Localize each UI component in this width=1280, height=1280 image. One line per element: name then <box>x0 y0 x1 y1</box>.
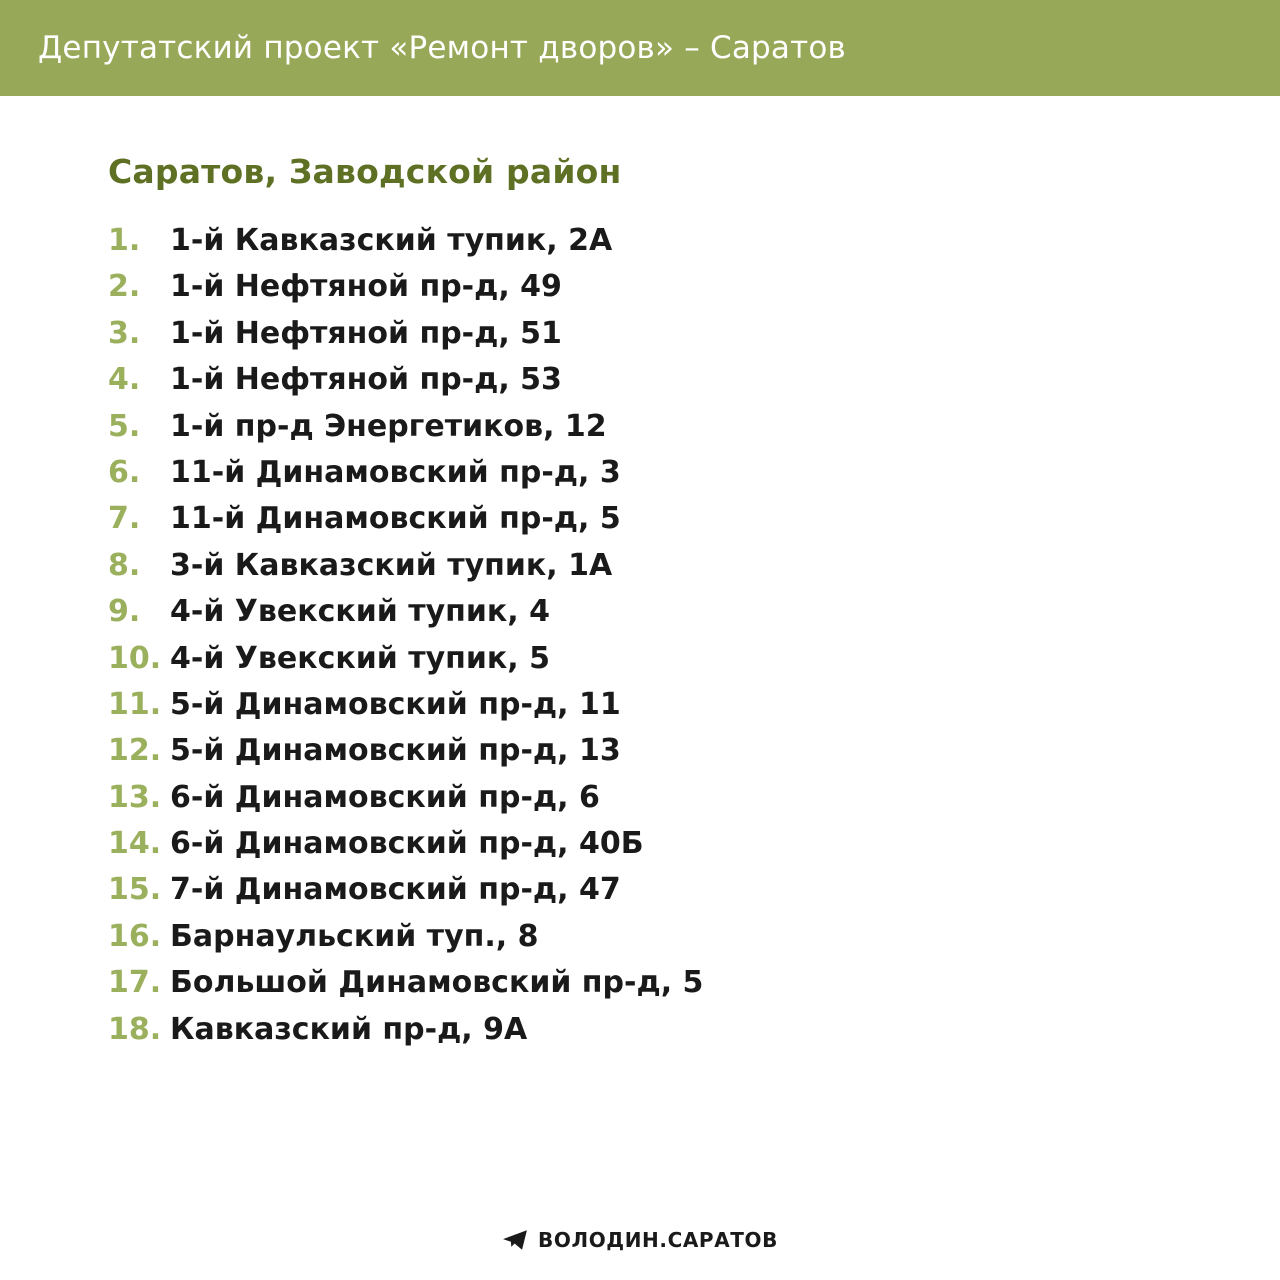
list-item-address: Барнаульский туп., 8 <box>170 918 539 954</box>
list-item-address: 3-й Кавказский тупик, 1А <box>170 547 613 583</box>
list-item-index: 12. <box>108 733 162 769</box>
list-item <box>108 225 1220 257</box>
list-item-index: 6. <box>108 454 141 490</box>
list-item-index: 4. <box>108 362 141 398</box>
list-item <box>108 271 1220 303</box>
list-item-index: 3. <box>108 315 141 351</box>
list-item-address: 5-й Динамовский пр-д, 11 <box>170 686 621 722</box>
list-item-index: 15. <box>108 872 162 908</box>
list-item <box>108 918 1220 954</box>
list-item-index: 5. <box>108 408 141 444</box>
list-item-address: 1-й пр-д Энергетиков, 12 <box>170 408 607 444</box>
list-item-index: 17. <box>108 965 162 1001</box>
content-area <box>0 96 1280 1046</box>
list-item <box>108 640 1220 676</box>
list-item <box>108 408 1220 444</box>
list-item-address: 1-й Нефтяной пр-д, 53 <box>170 362 562 398</box>
list-item-address: 1-й Кавказский тупик, 2А <box>170 223 613 258</box>
section-title: Саратов, Заводской район <box>108 152 622 191</box>
list-item <box>108 547 1220 583</box>
list-item-address: 1-й Нефтяной пр-д, 51 <box>170 315 562 351</box>
telegram-icon <box>502 1229 528 1251</box>
list-item <box>108 315 1220 351</box>
list-item-address: 5-й Динамовский пр-д, 13 <box>170 733 621 769</box>
list-item-index: 11. <box>108 686 162 722</box>
list-item-address: 1-й Нефтяной пр-д, 49 <box>170 269 562 305</box>
list-item-address: 11-й Динамовский пр-д, 5 <box>170 501 621 537</box>
list-item <box>108 735 1220 767</box>
list-item-address: 4-й Увекский тупик, 4 <box>170 594 551 630</box>
list-item-address: 6-й Динамовский пр-д, 40Б <box>170 826 644 862</box>
list-item-address: Кавказский пр-д, 9А <box>170 1011 528 1047</box>
list-item-index: 16. <box>108 918 162 954</box>
footer-label: ВОЛОДИН.САРАТОВ <box>538 1228 778 1252</box>
page-title: Депутатский проект «Ремонт дворов» – Саратов <box>38 29 846 66</box>
list-item-index: 14. <box>108 826 162 862</box>
list-item-address: 7-й Динамовский пр-д, 47 <box>170 872 621 908</box>
list-item-address: 4-й Увекский тупик, 5 <box>170 640 551 676</box>
footer <box>0 1228 1280 1252</box>
list-item <box>108 874 1220 906</box>
list-item <box>108 1011 1220 1047</box>
list-item <box>108 596 1220 628</box>
list-item-index: 2. <box>108 269 141 305</box>
list-item <box>108 967 1220 999</box>
address-list <box>108 225 1220 1046</box>
list-item <box>108 828 1220 860</box>
list-item <box>108 503 1220 535</box>
list-item-index: 18. <box>108 1011 162 1047</box>
list-item-address: Большой Динамовский пр-д, 5 <box>170 965 704 1001</box>
list-item <box>108 779 1220 815</box>
list-item-address: 11-й Динамовский пр-д, 3 <box>170 454 621 490</box>
list-item <box>108 454 1220 490</box>
header-bar <box>0 0 1280 96</box>
list-item-address: 6-й Динамовский пр-д, 6 <box>170 779 600 815</box>
list-item-index: 8. <box>108 547 141 583</box>
list-item-index: 10. <box>108 640 162 676</box>
list-item <box>108 364 1220 396</box>
list-item-index: 7. <box>108 501 141 537</box>
list-item-index: 1. <box>108 223 141 258</box>
list-item <box>108 686 1220 722</box>
list-item-index: 9. <box>108 594 141 630</box>
list-item-index: 13. <box>108 779 162 815</box>
